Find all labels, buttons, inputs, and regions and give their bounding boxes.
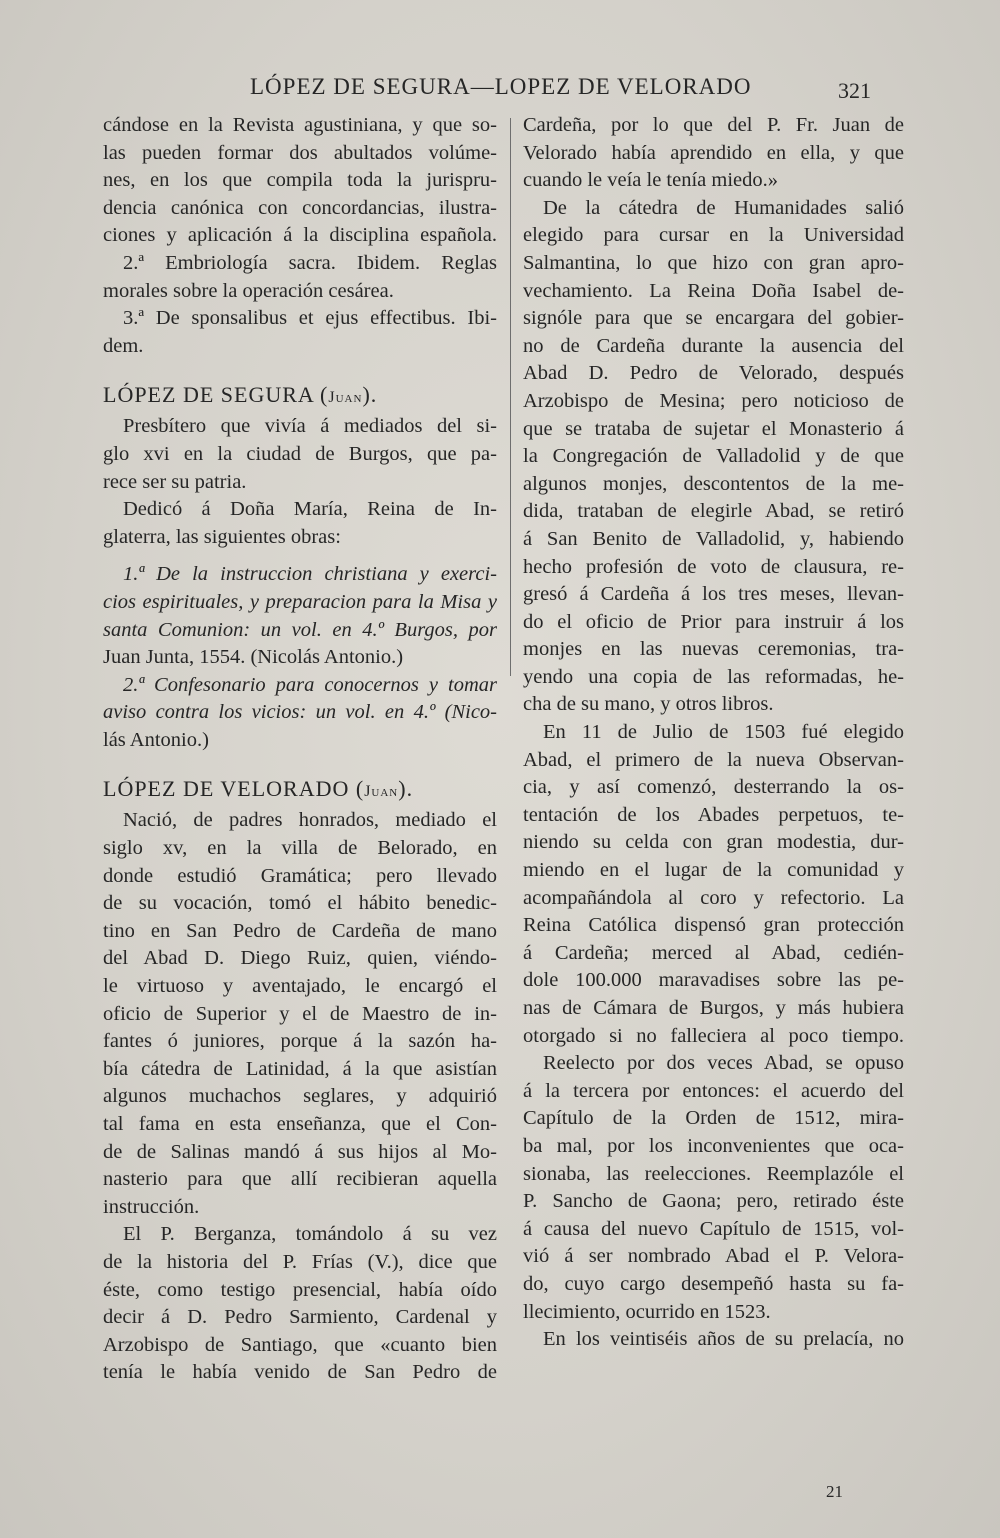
text-line: cha de su mano, y otros libros. — [523, 693, 774, 716]
work-item-3 — [103, 305, 497, 360]
spacer — [103, 551, 497, 561]
text-line: De la cátedra de Humanidades salió — [543, 196, 904, 219]
paragraph-veintiseis — [523, 1326, 904, 1354]
left-column — [103, 112, 497, 1387]
text-line: Arzobispo de Mesina; pero noticioso de — [523, 389, 904, 412]
heading-given-name: Juan — [328, 389, 363, 407]
text-line: no de Cardeña durante la ausencia del — [523, 334, 904, 357]
text-line: á Cardeña; merced al Abad, cedién- — [523, 941, 904, 964]
text-line: á causa del nuevo Capítulo de 1515, vol- — [523, 1217, 904, 1240]
column-divider — [510, 118, 511, 676]
text-line: morales sobre la operación cesárea. — [103, 279, 394, 302]
text-line: Arzobispo de Santiago, que «cuanto bien — [103, 1333, 497, 1356]
text-line: Reelecto por dos veces Abad, se opuso — [543, 1052, 904, 1075]
text-line: niendo su celda con gran modestia, dur- — [523, 831, 904, 854]
text-line: vió á ser nombrado Abad el P. Velora- — [523, 1245, 904, 1268]
text-line: Salmantina, lo que hizo con gran apro- — [523, 251, 904, 274]
text-line: donde estudió Gramática; pero llevado — [103, 864, 497, 887]
text-line: vechamiento. La Reina Doña Isabel de- — [523, 279, 904, 302]
paragraph-humanidades — [523, 195, 904, 719]
text-line: Presbítero que vivía á mediados del si- — [123, 415, 497, 438]
text-line: do, cuyo cargo desempeñó hasta su fa- — [523, 1272, 904, 1295]
text-line: gresó á Cardeña á los tres meses, llevan- — [523, 583, 904, 606]
heading-close: ). — [362, 382, 378, 408]
text-line: glaterra, las siguientes obras: — [103, 525, 341, 548]
text-line: rece ser su patria. — [103, 470, 247, 493]
entry1-paragraph-2 — [103, 496, 497, 551]
entry2-paragraph-1 — [103, 807, 497, 1221]
text-line: de la historia del P. Frías (V.), dice que — [103, 1250, 497, 1273]
text-line: cia, y así comenzó, desterrando la os- — [523, 776, 904, 799]
text-line: otorgado si no falleciera al poco tiempo. — [523, 1024, 904, 1047]
text-line: llecimiento, ocurrido en 1523. — [523, 1300, 771, 1323]
text-line: dida, trataban de elegirle Abad, se retiró — [523, 500, 904, 523]
text-line: siglo xv, en la villa de Belorado, en — [103, 837, 497, 860]
entry-heading-lopez-de-segura — [103, 380, 497, 413]
text-line: á San Benito de Valladolid, y, habiendo — [523, 527, 904, 550]
entry-heading-lopez-de-velorado — [103, 774, 497, 807]
text-line: 2.ª Confesonario para conocernos y tomar — [123, 673, 497, 696]
text-line: monjes en las nuevas ceremonias, tra- — [523, 638, 904, 661]
text-line: do el oficio de Prior para instruir á los — [523, 610, 904, 633]
text-line: la Congregación de Valladolid y de que — [523, 445, 904, 468]
text-line: aviso contra los vicios: un vol. en 4.º (Nico- — [103, 701, 497, 724]
text-line: Capítulo de la Orden de 1512, mira- — [523, 1107, 904, 1130]
text-line: P. Sancho de Gaona; pero, retirado éste — [523, 1190, 904, 1213]
text-line: nasterio para que allí recibieran aquella — [103, 1168, 497, 1191]
text-line: glo xvi en la ciudad de Burgos, que pa- — [103, 442, 497, 465]
entry1-paragraph-1 — [103, 413, 497, 496]
text-line: Reina Católica dispensó gran protección — [523, 914, 904, 937]
text-line: las pueden formar dos abultados volúme- — [103, 141, 497, 164]
text-line: yendo una copia de las reformadas, he- — [523, 665, 904, 688]
text-line: dencia canónica con concordancias, ilustra- — [103, 196, 497, 219]
text-line: á la tercera por entonces: el acuerdo del — [523, 1079, 904, 1102]
entry1-work-2 — [103, 672, 497, 755]
heading-given-name: Juan — [364, 783, 399, 801]
running-title: LÓPEZ DE SEGURA—LOPEZ DE VELORADO — [250, 74, 752, 99]
text-line: tentación de los Abades perpetuos, te- — [523, 803, 904, 826]
text-line: hecho profesión de voto de clausura, re- — [523, 555, 904, 578]
text-line: acompañándola al coro y refectorio. La — [523, 886, 904, 909]
text-line: algunos muchachos seglares, y adquirió — [103, 1085, 497, 1108]
text-line: 1.ª De la instruccion christiana y exerci- — [123, 563, 497, 586]
continued-paragraph — [523, 112, 904, 195]
signature-mark: 21 — [826, 1482, 843, 1501]
text-line: En los veintiséis años de su prelacía, no — [543, 1328, 904, 1351]
text-line: miendo en el lugar de la comunidad y — [523, 859, 904, 882]
text-line: Abad, el primero de la nueva Observan- — [523, 748, 904, 771]
text-line: instrucción. — [103, 1195, 200, 1218]
text-line: santa Comunion: un vol. en 4.º Burgos, por — [103, 618, 497, 641]
heading-surname: LÓPEZ DE VELORADO ( — [103, 776, 365, 802]
text-line: del Abad D. Diego Ruiz, quien, viéndo- — [103, 947, 497, 970]
text-line: cándose en la Revista agustiniana, y que so- — [103, 114, 497, 136]
text-line: cios espirituales, y preparacion para la Misa y — [103, 590, 497, 613]
text-line: de de Salinas mandó á sus hijos al Mo- — [103, 1140, 497, 1163]
text-line: ciones y aplicación á la disciplina española. — [103, 224, 497, 247]
paragraph-reelecto — [523, 1050, 904, 1326]
right-column — [523, 112, 904, 1354]
intro-paragraph — [103, 112, 497, 250]
text-line: éste, como testigo presencial, había oído — [103, 1278, 497, 1301]
text-line: ba mal, por los inconvenientes que oca- — [523, 1134, 904, 1157]
paragraph-1503 — [523, 719, 904, 1050]
text-line: 2.ª Embriología sacra. Ibidem. Reglas — [123, 251, 497, 274]
text-line: cuando le veía le tenía miedo.» — [523, 169, 779, 192]
text-line: tino en San Pedro de Cardeña de mano — [103, 919, 497, 942]
heading-close: ). — [398, 776, 414, 802]
text-line: sionaba, las reelecciones. Reemplazóle el — [523, 1162, 904, 1185]
text-line: algunos monjes, descontentos de la me- — [523, 472, 904, 495]
text-line: Cardeña, por lo que del P. Fr. Juan de — [523, 114, 904, 136]
page-number: 321 — [838, 78, 871, 103]
text-line: tenía le había venido de San Pedro de — [103, 1361, 497, 1384]
text-line: dole 100.000 maravadises sobre las pe- — [523, 969, 904, 992]
heading-surname: LÓPEZ DE SEGURA ( — [103, 382, 329, 408]
text-line: 3.ª De sponsalibus et ejus effectibus. Ibi- — [123, 307, 497, 330]
text-line: le virtuoso y aventajado, le encargó el — [103, 975, 497, 998]
text-line: tal fama en esta enseñanza, que el Con- — [103, 1113, 497, 1135]
text-line: oficio de Superior y el de Maestro de in- — [103, 1002, 497, 1025]
text-line: dem. — [103, 334, 144, 357]
text-line: nas de Cámara de Burgos, y más hubiera — [523, 997, 904, 1019]
text-line: elegido para cursar en la Universidad — [523, 224, 904, 247]
text-line: que se trataba de sujetar el Monasterio á — [523, 417, 904, 440]
text-line: signóle para que se encargara del gobier- — [523, 307, 904, 330]
text-line: En 11 de Julio de 1503 fué elegido — [543, 721, 904, 744]
text-line: El P. Berganza, tomándolo á su vez — [123, 1223, 497, 1246]
text-line: Juan Junta, 1554. (Nicolás Antonio.) — [103, 646, 404, 669]
text-line: Nació, de padres honrados, mediado el — [123, 809, 497, 832]
entry2-paragraph-2 — [103, 1221, 497, 1387]
text-line: fantes ó juniores, porque á la sazón ha- — [103, 1030, 497, 1053]
entry1-work-1 — [103, 561, 497, 671]
text-line: de su vocación, tomó el hábito benedic- — [103, 892, 497, 915]
text-line: lás Antonio.) — [103, 728, 209, 751]
text-line: nes, en los que compila toda la jurispru- — [103, 169, 497, 192]
work-item-2 — [103, 250, 497, 305]
text-line: decir á D. Pedro Sarmiento, Cardenal y — [103, 1306, 497, 1329]
text-line: Dedicó á Doña María, Reina de In- — [123, 498, 497, 521]
text-line: Abad D. Pedro de Velorado, después — [523, 362, 904, 385]
text-line: Velorado había aprendido en ella, y que — [523, 141, 904, 164]
text-line: bía cátedra de Latinidad, á la que asistían — [103, 1057, 497, 1080]
